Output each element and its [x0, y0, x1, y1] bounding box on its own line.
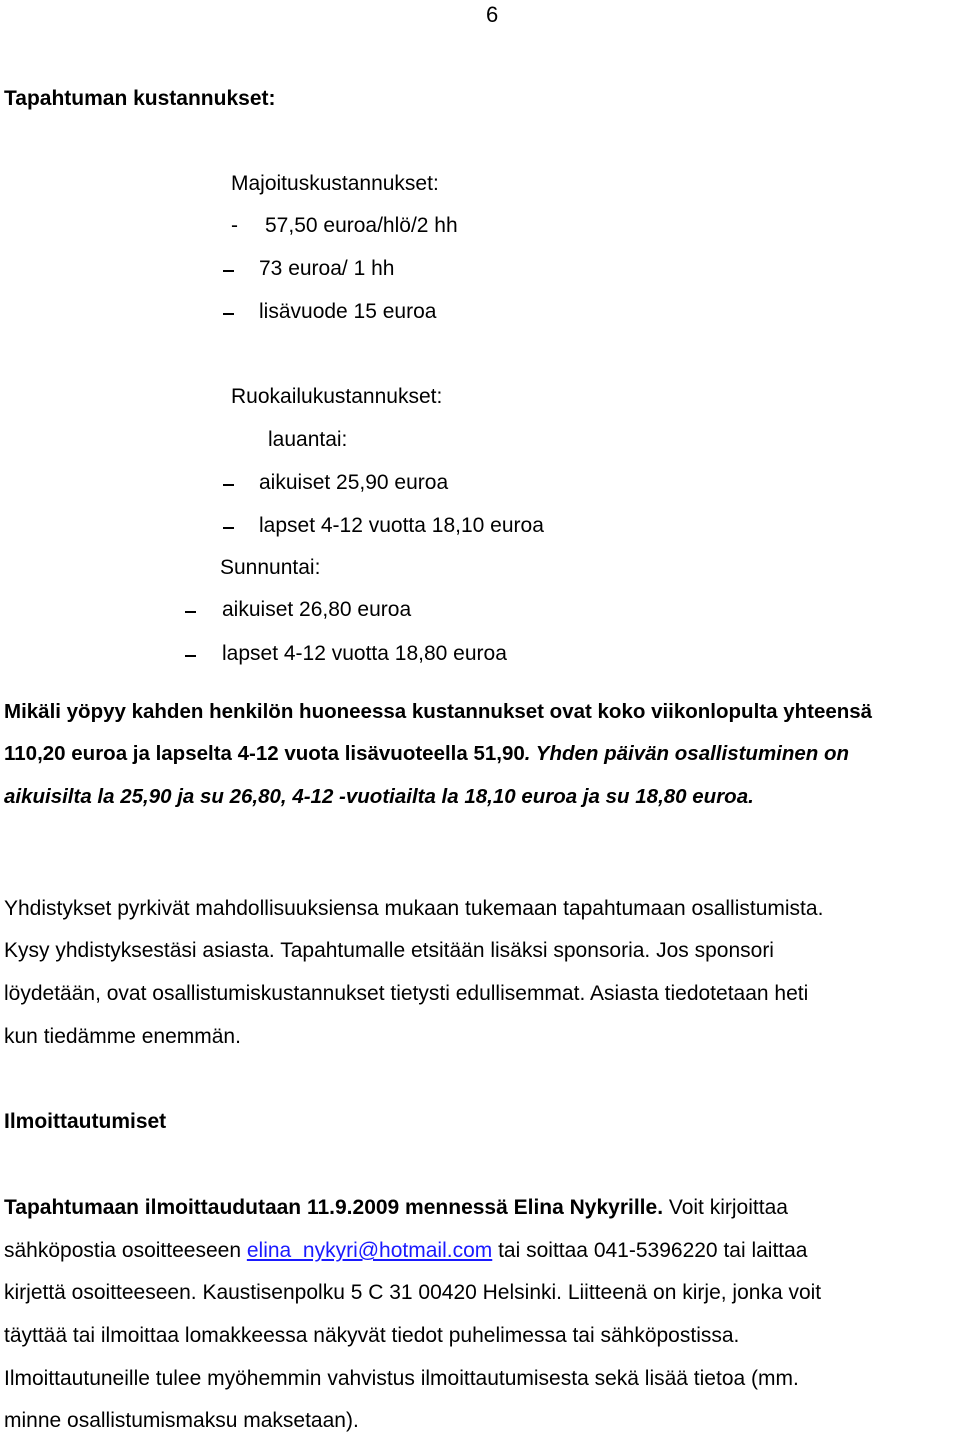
sponsor-line: kun tiedämme enemmän. [4, 1025, 241, 1048]
dash-bullet [223, 313, 234, 315]
dash-bullet [185, 611, 196, 613]
dash-bullet [185, 655, 196, 657]
registration-text: tai soittaa 041-5396220 tai laittaa [492, 1239, 808, 1262]
page-number: 6 [486, 2, 499, 27]
meals-heading: Ruokailukustannukset: [231, 385, 443, 408]
dash-bullet [223, 484, 234, 486]
saturday-children: lapset 4-12 vuotta 18,10 euroa [259, 514, 544, 537]
sponsor-line: löydetään, ovat osallistumiskustannukset tietysti edullisemmat. Asiasta tiedotetaan heti [4, 982, 809, 1005]
summary-bold-text: 110,20 euroa ja lapselta 4-12 vuota lisävuoteella 51,90 [4, 742, 525, 765]
sunday-label: Sunnuntai: [220, 556, 321, 579]
registration-heading: Ilmoittautumiset [4, 1110, 167, 1133]
registration-line: täyttää tai ilmoittaa lomakkeessa näkyvät tiedot puhelimessa tai sähköpostissa. [4, 1324, 740, 1347]
saturday-label: lauantai: [268, 428, 348, 451]
accommodation-heading: Majoituskustannukset: [231, 172, 439, 195]
sponsor-line: Kysy yhdistyksestäsi asiasta. Tapahtumalle etsitään lisäksi sponsoria. Jos sponsori [4, 939, 774, 962]
email-link[interactable]: elina_nykyri@hotmail.com [246, 1239, 493, 1262]
summary-italic-text: . Yhden päivän osallistuminen on [524, 742, 850, 765]
accommodation-bullet-hyphen: - [231, 214, 238, 237]
summary-line [4, 741, 849, 767]
dash-bullet [223, 527, 234, 529]
registration-text: Voit kirjoittaa [663, 1196, 788, 1219]
registration-deadline: Tapahtumaan ilmoittaudutaan 11.9.2009 mennessä Elina Nykyrille. [4, 1196, 664, 1219]
registration-line: kirjettä osoitteeseen. Kaustisenpolku 5 C 31 00420 Helsinki. Liitteenä on kirje, jonka voit [4, 1281, 822, 1304]
summary-line: Mikäli yöpyy kahden henkilön huoneessa kustannukset ovat koko viikonlopulta yhteensä [4, 700, 873, 723]
accommodation-item-extra-bed: lisävuode 15 euroa [259, 300, 437, 323]
registration-line [4, 1195, 788, 1221]
accommodation-item-single-room: 73 euroa/ 1 hh [259, 257, 395, 280]
accommodation-item-double-room: 57,50 euroa/hlö/2 hh [265, 214, 458, 237]
summary-italic-line: aikuisilta la 25,90 ja su 26,80, 4-12 -vuotiailta la 18,10 euroa ja su 18,80 euroa. [4, 785, 754, 808]
registration-line: minne osallistumismaksu maksetaan). [4, 1409, 359, 1432]
costs-heading: Tapahtuman kustannukset: [4, 87, 276, 110]
registration-text: sähköpostia osoitteeseen [4, 1239, 247, 1262]
saturday-adults: aikuiset 25,90 euroa [259, 471, 449, 494]
dash-bullet [223, 270, 234, 272]
sunday-adults: aikuiset 26,80 euroa [222, 598, 412, 621]
sunday-children: lapset 4-12 vuotta 18,80 euroa [222, 642, 507, 665]
registration-line [4, 1238, 808, 1264]
registration-line: Ilmoittautuneille tulee myöhemmin vahvistus ilmoittautumisesta sekä lisää tietoa (mm. [4, 1367, 799, 1390]
sponsor-line: Yhdistykset pyrkivät mahdollisuuksiensa mukaan tukemaan tapahtumaan osallistumista. [4, 897, 824, 920]
